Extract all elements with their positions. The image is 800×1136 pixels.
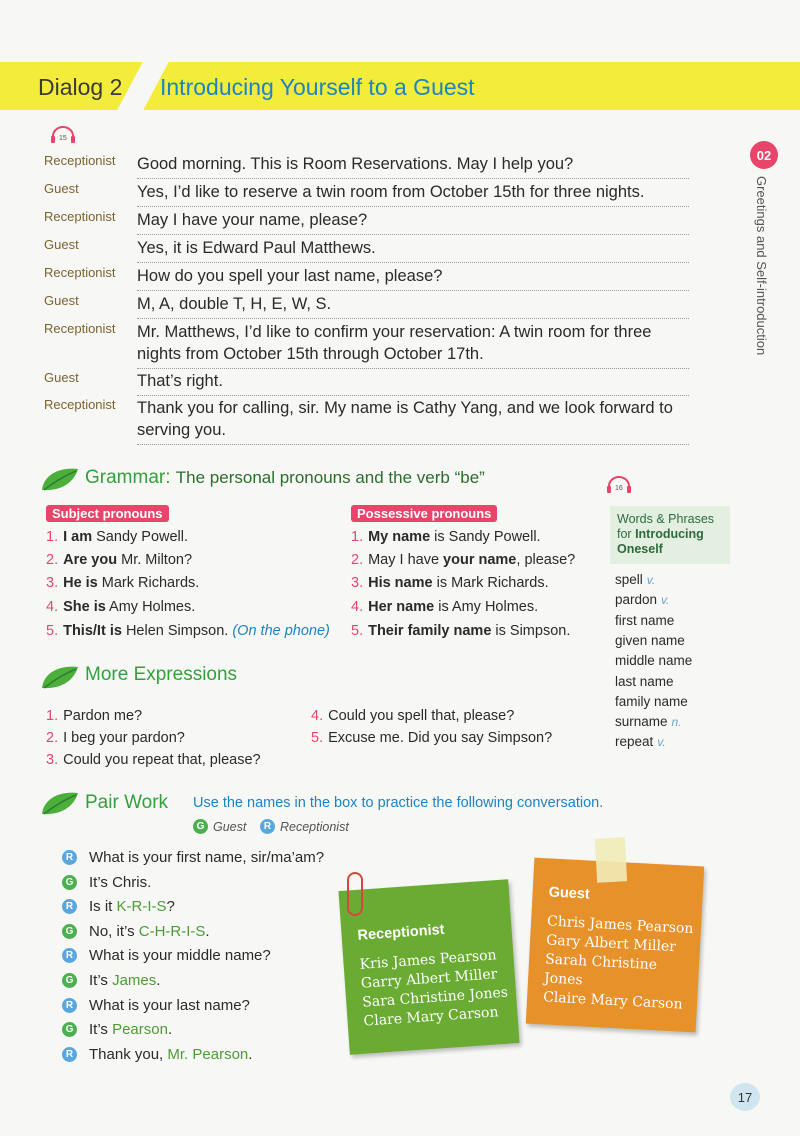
pronoun-phrase: Are you [63,552,118,568]
word-item [615,613,674,628]
item-number: 1. [351,529,364,545]
possessive-item [351,551,575,569]
expression-item [311,729,552,747]
word-item [615,674,674,689]
item-text: is Amy Holmes. [434,599,539,615]
item-text: Amy Holmes. [105,599,196,615]
possessive-pronouns-label: Possessive pronouns [351,505,497,522]
speaker-label: Receptionist [44,153,116,168]
receptionist-badge-icon: R [62,850,77,865]
item-number: 3. [351,575,364,591]
receptionist-badge-icon: R [62,899,77,914]
legend-guest [193,819,246,834]
item-text: Mark Richards. [97,575,200,591]
pair-work-heading: Pair Work [85,792,169,813]
grammar-subtitle: The personal pronouns and the verb “be” [175,468,485,487]
conversation-text-tail: . [205,922,210,940]
word-item [615,694,688,709]
expression-text: Pardon me? [63,708,143,724]
legend-receptionist-label: Receptionist [280,819,349,834]
conversation-text-main: No, it’s [89,922,139,940]
subject-pronouns-label: Subject pronouns [46,505,169,522]
speaker-label: Guest [44,293,79,308]
pronoun-phrase: She is [63,599,106,615]
word-text: last name [615,673,674,689]
item-number: 1. [46,708,59,724]
speaker-label: Guest [44,370,79,385]
conversation-highlight: K-R-I-S [116,898,167,916]
item-number: 2. [46,552,59,568]
dialog-line: Mr. Matthews, I’d like to confirm your reservation: A twin room for three nights from October 15th through October 17th. [137,321,689,369]
pronoun-phrase: He is [63,575,98,591]
conversation-text-main: Thank you, [89,1045,168,1063]
possessive-item [351,622,570,640]
conversation-highlight: Pearson [112,1021,168,1039]
item-number: 1. [46,529,59,545]
item-text: is Sandy Powell. [430,529,541,545]
headphones-icon[interactable] [606,476,628,492]
word-item [615,734,666,749]
receptionist-badge-icon: R [260,819,275,834]
receptionist-name: Garry Albert Miller [360,966,498,992]
conversation-text-main: It’s [89,972,113,989]
word-text: surname [615,714,668,730]
receptionist-badge-icon: R [62,1047,77,1062]
grammar-title: Grammar: [85,467,171,488]
conversation-highlight: James [112,972,157,989]
receptionist-name: Clare Mary Carson [363,1004,499,1030]
conversation-text [89,1021,172,1038]
speaker-label: Receptionist [44,397,116,412]
word-text: middle name [615,653,693,669]
item-text: is Mark Richards. [432,575,549,591]
conversation-text-main: What is your middle name? [89,947,271,965]
conversation-line [62,997,250,1014]
receptionist-card [338,879,519,1054]
conversation-line [62,923,210,940]
dialog-line: How do you spell your last name, please? [137,265,689,291]
word-item [615,653,692,668]
word-text: given name [615,632,685,648]
conversation-text [89,1046,252,1063]
guest-name: Chris James Pearson [546,913,694,938]
speaker-label: Guest [44,181,79,196]
item-text-pre: May I have [368,552,444,568]
conversation-text [89,874,151,891]
conversation-text-main: What is your first name, sir/ma’am? [89,849,325,866]
item-number: 4. [46,599,59,615]
pronoun-phrase: Their family name [368,623,492,639]
conversation-text [89,947,271,964]
guest-badge-icon: G [62,1022,77,1037]
pronoun-phrase: This/It is [63,623,122,639]
expression-text: Excuse me. Did you say Simpson? [328,730,553,746]
possessive-item [351,574,549,592]
legend-guest-label: Guest [213,819,247,834]
possessive-item [351,528,541,546]
conversation-line [62,898,175,915]
speaker-label: Guest [44,237,79,252]
subject-item [46,598,195,616]
dialog-label: Dialog 2 [38,74,123,100]
page-title: Introducing Yourself to a Guest [160,74,475,100]
guest-badge-icon: G [62,924,77,939]
conversation-line [62,1046,252,1063]
guest-name: Claire Mary Carson [542,989,683,1013]
item-note: (On the phone) [232,623,330,639]
pronoun-phrase: Her name [368,599,435,615]
conversation-text-main: What is your last name? [89,996,250,1014]
expression-item [46,707,142,725]
item-text: Sandy Powell. [92,529,189,545]
conversation-text [89,997,250,1014]
conversation-text-main: Is it [89,898,117,916]
speaker-label: Receptionist [44,265,116,280]
conversation-text-tail: . [156,972,161,989]
subject-item [46,528,188,546]
subject-item [46,622,330,640]
guest-card-title: Guest [548,884,591,903]
pair-work-instruction: Use the names in the box to practice the following conversation. [193,795,604,811]
receptionist-card-title: Receptionist [357,921,446,944]
audio-track-number: 15 [59,135,67,142]
pronoun-phrase: your name [443,552,517,568]
receptionist-badge-icon: R [62,998,77,1013]
item-number: 2. [351,552,364,568]
conversation-line [62,947,271,964]
expression-item [311,707,514,725]
word-item [615,714,682,729]
expression-text: Could you spell that, please? [328,708,515,724]
guest-badge-icon: G [62,875,77,890]
word-item [615,633,685,648]
expression-item [46,729,185,747]
words-title [617,512,727,557]
subject-item [46,551,192,569]
words-title-plain: Words & Phrases for [617,512,715,541]
receptionist-name: Sara Christine Jones [361,984,509,1011]
paperclip-icon [347,872,363,916]
speaker-label: Receptionist [44,321,116,336]
subject-item [46,574,199,592]
item-number: 3. [46,752,59,768]
item-text: is Simpson. [491,623,571,639]
audio-track-number: 16 [615,485,623,492]
guest-badge-icon: G [193,819,208,834]
item-number: 2. [46,730,59,746]
conversation-line [62,874,151,891]
dialog-line: Yes, it is Edward Paul Matthews. [137,237,689,263]
conversation-text-tail: ? [166,898,175,916]
leaf-icon [40,466,80,492]
legend-receptionist [260,819,349,834]
expression-text: I beg your pardon? [63,730,185,746]
word-text: spell [615,572,643,587]
expression-item [46,751,261,769]
expression-text: Could you repeat that, please? [63,752,261,768]
conversation-text-tail: . [167,1021,173,1039]
guest-name: Gary Albert Miller [545,932,677,956]
word-item [615,592,670,607]
conversation-line [62,1021,172,1038]
item-number: 3. [46,575,59,591]
headphones-icon[interactable] [50,126,72,142]
conversation-line [62,972,160,989]
guest-name: Sarah Christine Jones [543,951,658,989]
conversation-text-tail: . [248,1045,253,1063]
conversation-line [62,849,324,866]
guest-card [526,858,704,1033]
item-number: 5. [46,623,59,639]
conversation-highlight: C-H-R-I-S [138,922,206,940]
guest-badge-icon: G [62,973,77,988]
pronoun-phrase: I am [63,529,93,545]
conversation-text [89,898,175,915]
item-text: , please? [516,552,576,568]
conversation-text [89,849,324,866]
conversation-text [89,972,160,989]
speaker-label: Receptionist [44,209,116,224]
receptionist-name: Kris James Pearson [359,947,498,973]
dialog-line: Thank you for calling, sir. My name is Cathy Yang, and we look forward to serving you. [137,397,689,445]
conversation-text-main: It’s [89,1021,113,1039]
receptionist-badge-icon: R [62,948,77,963]
word-text: repeat [615,734,654,750]
dialog-line: Yes, I’d like to reserve a twin room from October 15th for three nights. [137,181,689,207]
leaf-icon [40,790,80,816]
item-number: 4. [351,599,364,615]
grammar-heading [85,467,485,489]
part-of-speech: n. [671,715,682,730]
item-text: Helen Simpson. [121,623,233,639]
item-number: 5. [311,730,324,746]
word-item [615,572,655,587]
word-text: first name [615,612,675,628]
conversation-text-main: It’s Chris. [89,873,152,891]
pronoun-phrase: My name [368,529,431,545]
leaf-icon [40,664,80,690]
possessive-item [351,598,538,616]
item-text: Mr. Milton? [117,552,193,568]
conversation-text [89,923,210,940]
part-of-speech: v. [657,735,666,750]
words-title-bold: Introducing Oneself [617,527,704,556]
tape-strip [595,837,627,883]
chapter-title: Greetings and Self-introduction [754,176,769,356]
dialog-line: Good morning. This is Room Reservations. May I help you? [137,153,689,179]
conversation-highlight: Mr. Pearson [167,1045,249,1063]
word-text: family name [615,693,688,709]
dialog-line: M, A, double T, H, E, W, S. [137,293,689,319]
chapter-number-badge: 02 [750,141,778,169]
page-number: 17 [730,1083,760,1111]
item-number: 4. [311,708,324,724]
part-of-speech: v. [661,593,670,608]
item-number: 5. [351,623,364,639]
part-of-speech: v. [646,573,656,587]
dialog-line: May I have your name, please? [137,209,689,235]
more-expressions-heading: More Expressions [85,664,238,685]
dialog-line: That’s right. [137,370,689,396]
word-text: pardon [615,592,658,608]
pronoun-phrase: His name [368,575,433,591]
